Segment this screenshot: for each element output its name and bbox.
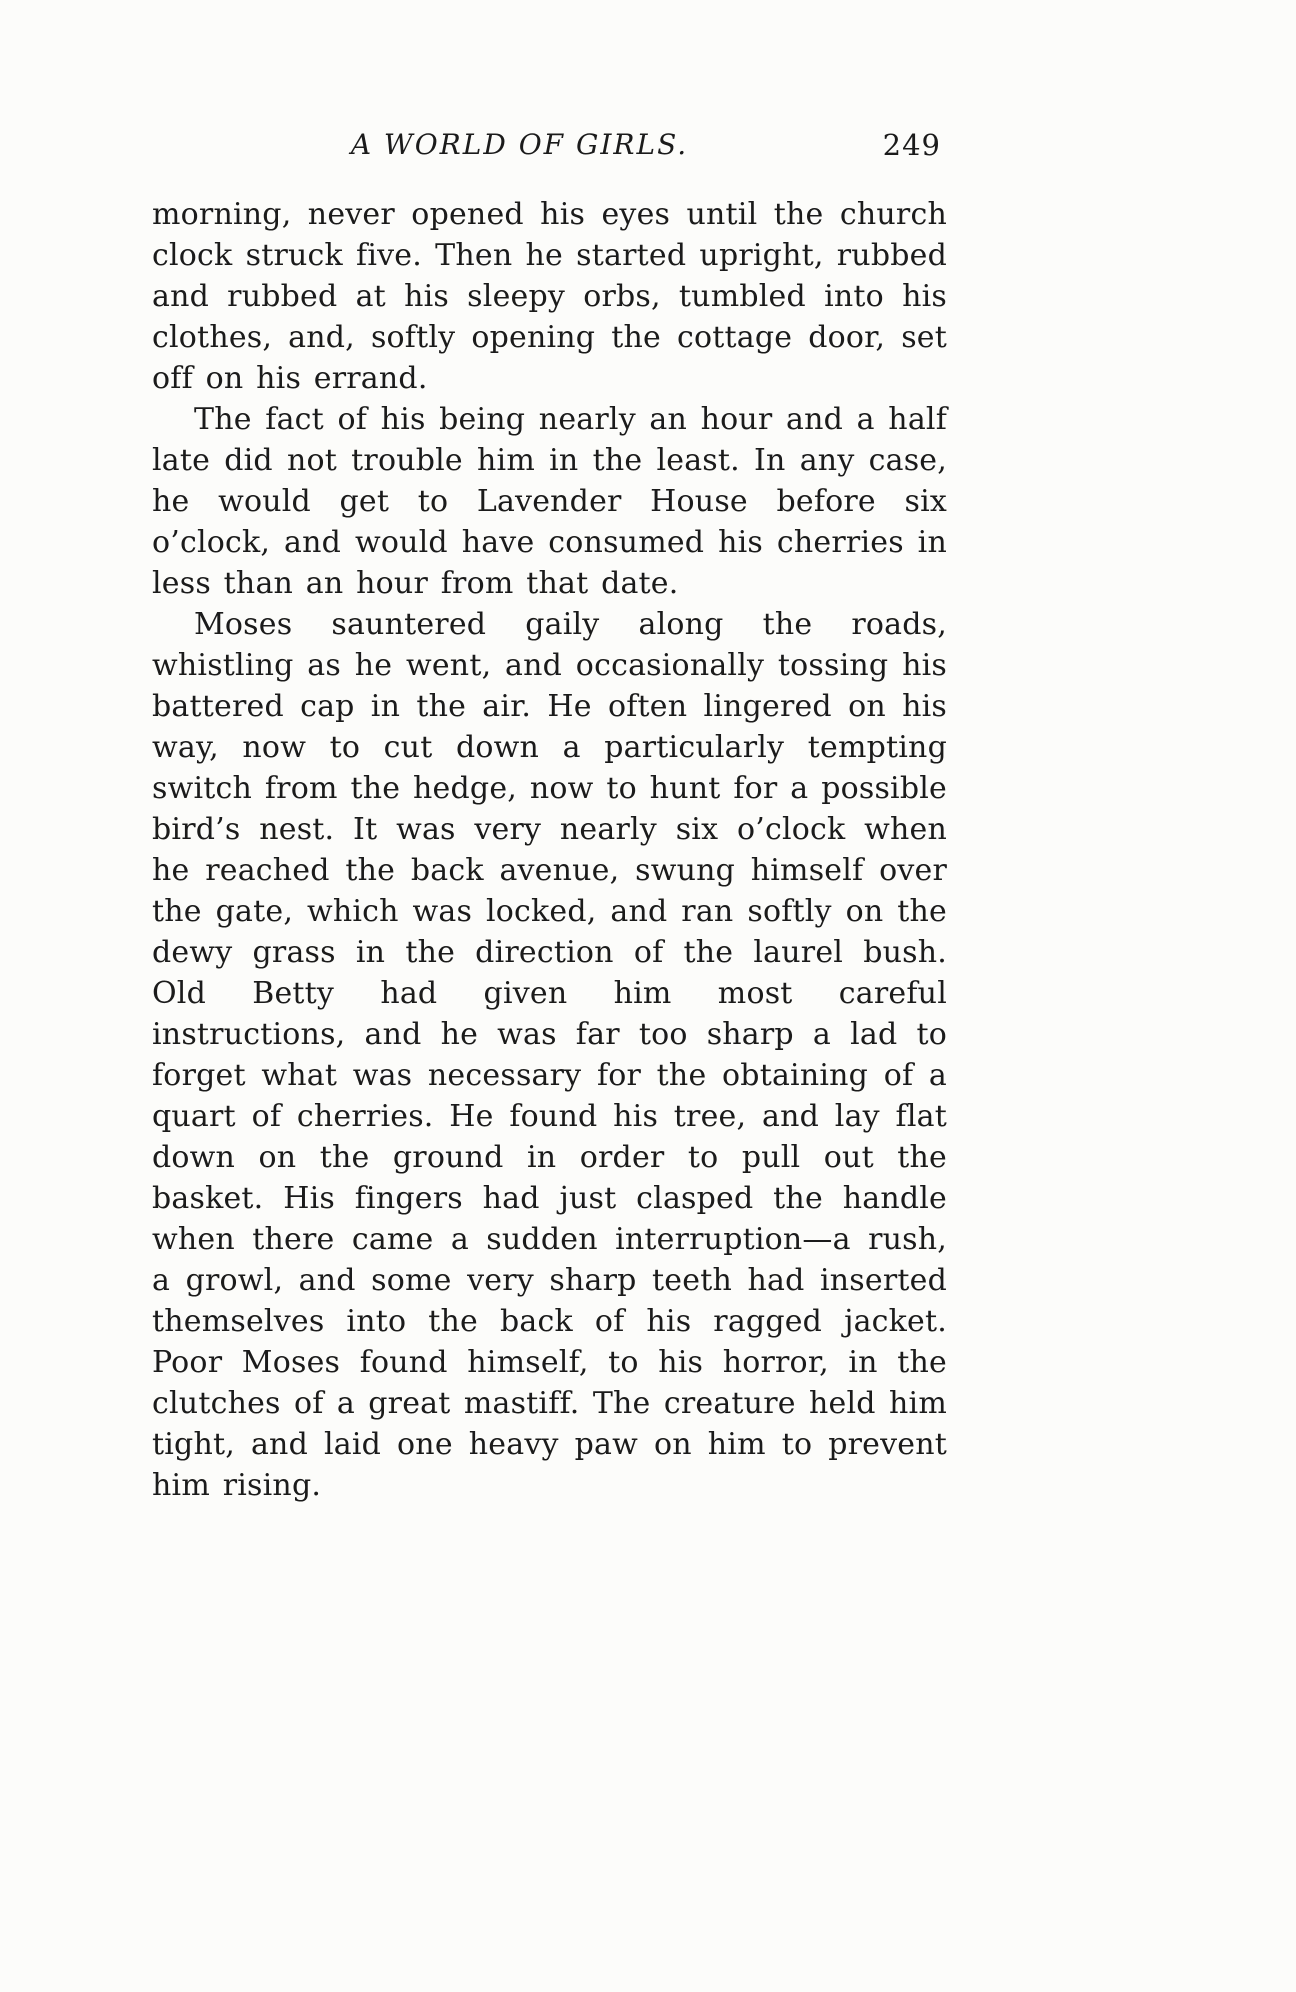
paragraph-2: The fact of his being nearly an hour and a half late did not trouble him in the least. In any case, he would get to Lavender House before six o’clock, and would have consumed his cherries in less than an hour from that date. [152, 402, 947, 601]
page-body [152, 194, 947, 1506]
page-number: 249 [882, 128, 941, 162]
book-page [152, 128, 947, 1506]
page-header [152, 128, 947, 168]
paragraph-1: morning, never opened his eyes until the church clock struck five. Then he started upright, rubbed and rubbed at his sleepy orbs, tumbled into his clothes, and, softly opening the cottage door, set off on his errand. [152, 197, 947, 396]
paragraph-3: Moses sauntered gaily along the roads, whistling as he went, and occasionally tossing his battered cap in the air. He often lingered on his way, now to cut down a particularly tempting switch from the hedge, now to hunt for a possible bird’s nest. It was very nearly six o’clock when he reached the back avenue, swung himself over the gate, which was locked, and ran softly on the dewy grass in the direction of the laurel bush. Old Betty had given him most careful instructions, and he was far too sharp a lad to forget what was necessary for the obtaining of a quart of cherries. He found his tree, and lay flat down on the ground in order to pull out the basket. His fingers had just clasped the handle when there came a sudden interruption—a rush, a growl, and some very sharp teeth had inserted themselves into the back of his ragged jacket. Poor Moses found himself, to his horror, in the clutches of a great mastiff. The creature held him tight, and laid one heavy paw on him to prevent him rising. [152, 607, 947, 1503]
running-title: A WORLD OF GIRLS. [350, 128, 689, 161]
